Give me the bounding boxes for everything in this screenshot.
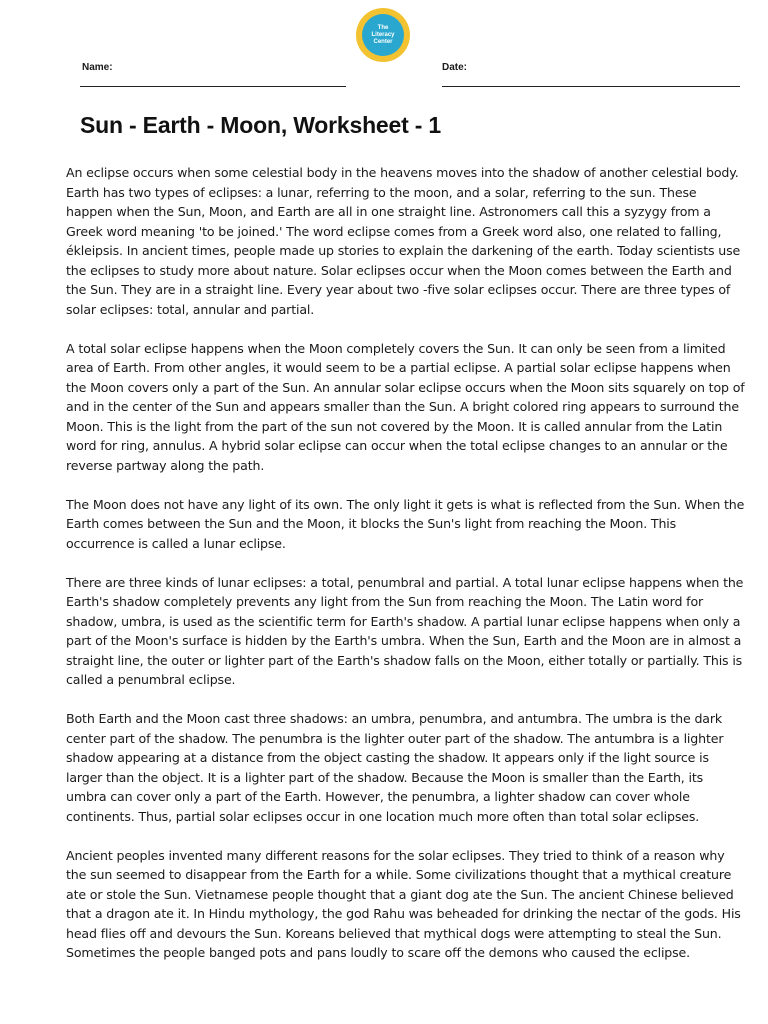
logo-text-line-3: Center bbox=[373, 38, 393, 45]
paragraph: There are three kinds of lunar eclipses: a total, penumbral and partial. A total lunar eclipse happens when the Earth's shadow completely prevents any light from the Sun from reaching the Moon. The Latin word for shadow, umbra, is used as the scientific term for Earth's shadow. A partial lunar eclipse happens when only a part of the Moon's surface is hidden by the Earth's umbra. When the Sun, Earth and the Moon are in almost a straight line, the outer or lighter part of the Earth's shadow falls on the Moon, either totally or partially. This is called a penumbral eclipse. bbox=[66, 574, 744, 687]
name-label: Name: bbox=[82, 62, 113, 73]
date-label: Date: bbox=[442, 62, 468, 73]
logo-text-line-2: Literacy bbox=[371, 31, 395, 38]
paragraph: A total solar eclipse happens when the Moon completely covers the Sun. It can only be seen from a limited area of Earth. From other angles, it would seem to be a partial eclipse. A partial solar eclipse happens when the Moon covers only a part of the Sun. An annular solar eclipse occurs when the Moon sits squarely on top of and in the center of the Sun and appears smaller than the Sun. A bright colored ring appears to surround the Moon. This is the light from the part of the sun not covered by the Moon. It is called annular from the Latin word for ring, annulus. A hybrid solar eclipse can occur when the total eclipse changes to an annular or the reverse partway along the path. bbox=[66, 340, 745, 473]
paragraph: Both Earth and the Moon cast three shadows: an umbra, penumbra, and antumbra. The umbra is the dark center part of the shadow. The penumbra is the lighter outer part of the shadow. The antumbra is a lighter shadow appearing at a distance from the object casting the shadow. It appears only if the light source is larger than the object. It is a lighter part of the shadow. Because the Moon is smaller than the Earth, its umbra can cover only a part of the Earth. However, the penumbra, a lighter shadow can cover whole continents. Thus, partial solar eclipses occur in one location much more often than total solar eclipses. bbox=[66, 711, 724, 824]
paragraph: Ancient peoples invented many different reasons for the solar eclipses. They tried to think of a reason why the sun seemed to disappear from the Earth for a while. Some civilizations thought that a mythical creature ate or stole the Sun. Vietnamese people thought that a giant dog ate the Sun. The ancient Chinese believed that a dragon ate it. In Hindu mythology, the god Rahu was beheaded for drinking the nectar of the gods. His head flies off and devours the Sun. Koreans believed that mythical dogs were attempting to steal the Sun. Sometimes the people banged pots and pans loudly to scare off the demons who caused the eclipse. bbox=[66, 847, 741, 960]
date-underline bbox=[442, 86, 740, 87]
name-underline bbox=[80, 86, 346, 87]
literacy-center-logo bbox=[356, 8, 410, 62]
logo-badge bbox=[362, 14, 404, 56]
paragraph: The Moon does not have any light of its own. The only light it gets is what is reflected from the Sun. When the Earth comes between the Sun and the Moon, it blocks the Sun's light from reaching the Moon. This occurrence is called a lunar eclipse. bbox=[66, 496, 745, 551]
worksheet-title: Sun - Earth - Moon, Worksheet - 1 bbox=[80, 112, 441, 138]
article-body bbox=[66, 163, 746, 982]
paragraph: An eclipse occurs when some celestial body in the heavens moves into the shadow of another celestial body. Earth has two types of eclipses: a lunar, referring to the moon, and a solar, referring to the sun. These happen when the Sun, Moon, and Earth are all in one straight line. Astronomers call this a syzygy from a Greek word meaning 'to be joined.' The word eclipse comes from a Greek word also, one related to falling, ékleipsis. In ancient times, people made up stories to explain the darkening of the earth. Today scientists use the eclipses to study more about nature. Solar eclipses occur when the Moon comes between the Earth and the Sun. They are in a straight line. Every year about two -five solar eclipses occur. There are three types of solar eclipses: total, annular and partial. bbox=[66, 165, 741, 317]
logo-text-line-1: The bbox=[377, 24, 389, 31]
